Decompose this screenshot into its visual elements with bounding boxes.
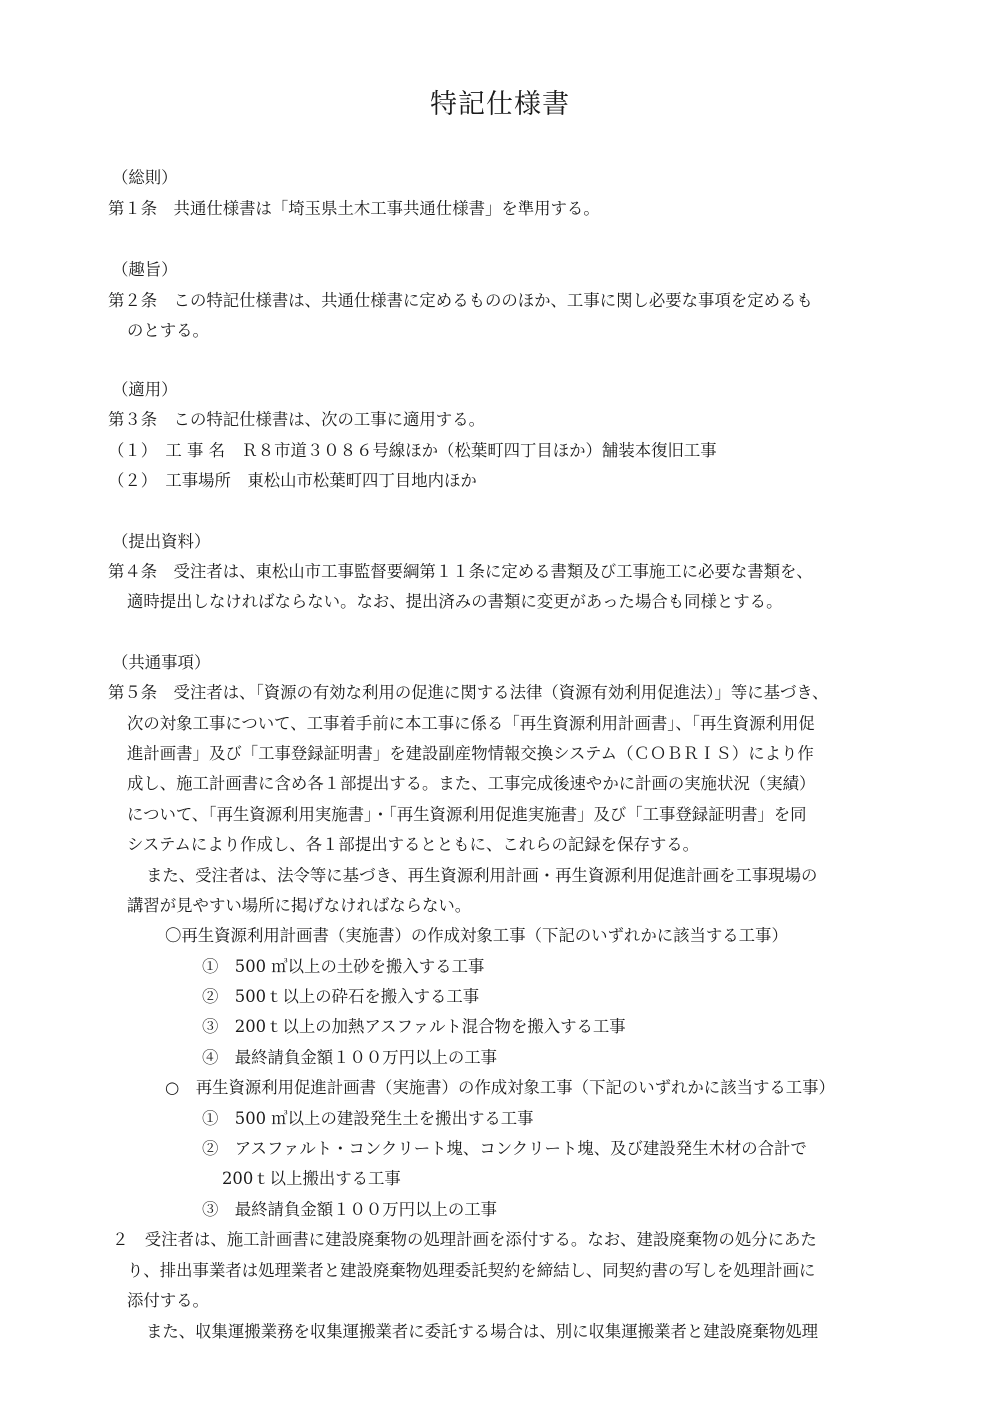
text-line: （２） 工事場所 東松山市松葉町四丁目地内ほか xyxy=(108,471,477,490)
text-line: 第１条 共通仕様書は「埼玉県土木工事共通仕様書」を準用する。 xyxy=(108,199,600,218)
text-line: 次の対象工事について、工事着手前に本工事に係る「再生資源利用計画書」、「再生資源利用促 xyxy=(127,714,815,733)
text-line: 進計画書」及び「工事登録証明書」を建設副産物情報交換システム（ＣＯＢＲＩＳ）により作 xyxy=(127,744,814,763)
document-title: 特記仕様書 xyxy=(430,89,570,120)
text-line: のとする。 xyxy=(127,321,209,340)
text-line: ２ 受注者は、施工計画書に建設廃棄物の処理計画を添付する。なお、建設廃棄物の処分にあた xyxy=(112,1230,817,1249)
text-line: 講習が見やすい場所に掲げなければならない。 xyxy=(127,896,472,915)
text-line: り、排出事業者は処理業者と建設廃棄物処理委託契約を締結し、同契約書の写しを処理計画に xyxy=(127,1261,816,1280)
text-line: （提出資料） xyxy=(112,532,211,551)
text-line: システムにより作成し、各１部提出するとともに、これらの記録を保存する。 xyxy=(127,835,700,854)
text-line: （総則） xyxy=(112,168,178,187)
text-line: 適時提出しなければならない。なお、提出済みの書類に変更があった場合も同様とする。 xyxy=(127,592,783,611)
text-line: ② 500ｔ以上の砕石を搬入する工事 xyxy=(202,987,480,1006)
text-line: （適用） xyxy=(112,380,178,399)
text-line: 第２条 この特記仕様書は、共通仕様書に定めるもののほか、工事に関し必要な事項を定めるも xyxy=(108,291,813,310)
text-line: 〇再生資源利用計画書（実施書）の作成対象工事（下記のいずれかに該当する工事） xyxy=(165,926,788,945)
text-line: ① 500 ㎥以上の土砂を搬入する工事 xyxy=(202,957,485,976)
text-line: ③ 最終請負金額１００万円以上の工事 xyxy=(202,1200,498,1219)
text-line: 200ｔ以上搬出する工事 xyxy=(222,1169,401,1188)
text-line: （趣旨） xyxy=(112,260,178,279)
text-line: 第４条 受注者は、東松山市工事監督要綱第１１条に定める書類及び工事施工に必要な書類を、 xyxy=(108,562,813,581)
text-line: ④ 最終請負金額１００万円以上の工事 xyxy=(202,1048,498,1067)
text-line: ① 500 ㎥以上の建設発生土を搬出する工事 xyxy=(202,1109,534,1128)
text-line: 成し、施工計画書に含め各１部提出する。また、工事完成後速やかに計画の実施状況（実績） xyxy=(127,774,816,793)
text-line: ○ 再生資源利用促進計画書（実施書）の作成対象工事（下記のいずれかに該当する工事） xyxy=(165,1078,835,1097)
text-line: 第５条 受注者は、「資源の有効な利用の促進に関する法律（資源有効利用促進法）」等に基づき、 xyxy=(108,683,829,702)
text-line: また、収集運搬業務を収集運搬業者に委託する場合は、別に収集運搬業者と建設廃棄物処理 xyxy=(146,1322,819,1341)
text-line: （１） 工 事 名 Ｒ８市道３０８６号線ほか（松葉町四丁目ほか）舗装本復旧工事 xyxy=(108,441,717,460)
text-line: 添付する。 xyxy=(127,1291,209,1310)
text-line: ② アスファルト・コンクリート塊、コンクリート塊、及び建設発生木材の合計で xyxy=(202,1139,807,1158)
text-line: （共通事項） xyxy=(112,653,211,672)
text-line: 第３条 この特記仕様書は、次の工事に適用する。 xyxy=(108,410,485,429)
text-line: について、「再生資源利用実施書」・「再生資源利用促進実施書」及び「工事登録証明書」を同 xyxy=(127,805,807,824)
text-line: ③ 200ｔ以上の加熱アスファルト混合物を搬入する工事 xyxy=(202,1017,626,1036)
text-line: また、受注者は、法令等に基づき、再生資源利用計画・再生資源利用促進計画を工事現場の xyxy=(146,866,818,885)
